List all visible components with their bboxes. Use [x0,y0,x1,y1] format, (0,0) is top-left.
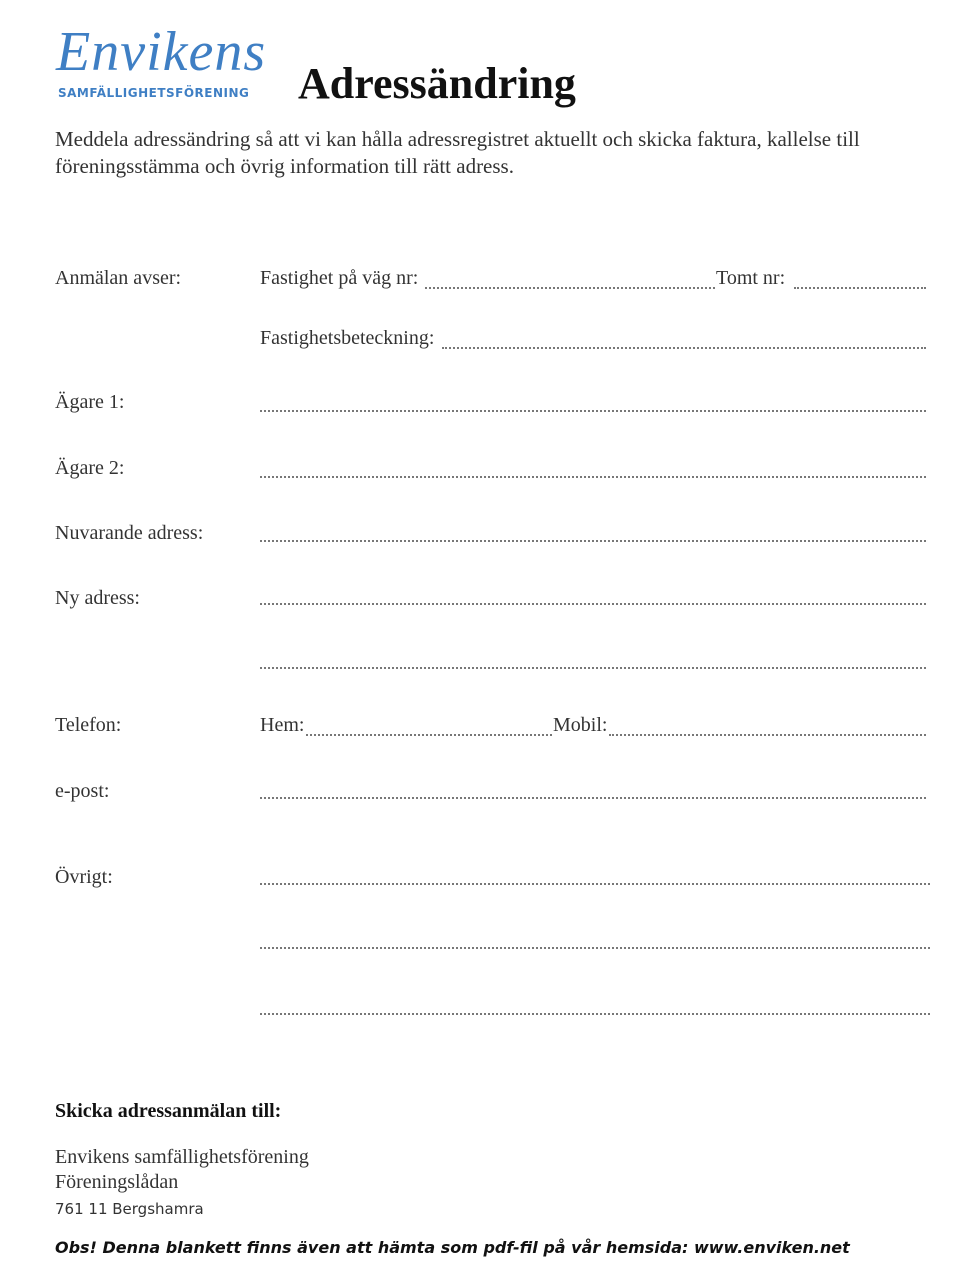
ny-adress-field-2[interactable] [260,667,926,669]
mobil-phone-field[interactable] [609,734,926,736]
ny-adress-label: Ny adress: [55,587,140,609]
agare2-label: Ägare 2: [55,457,125,479]
association-logo [56,16,267,106]
address-line-3: 761 11 Bergshamra [55,1200,204,1218]
send-heading: Skicka adressanmälan till: [55,1100,282,1122]
page-title: Adressändring [298,59,576,108]
fastighet-label: Fastighet på väg nr: [260,267,419,289]
logo-wordmark: Envikens [56,21,267,83]
ovrigt-field-3[interactable] [260,1013,930,1015]
nuvarande-label: Nuvarande adress: [55,522,204,544]
anmalan-label: Anmälan avser: [55,267,182,289]
hem-phone-field[interactable] [306,734,552,736]
hem-label: Hem: [260,714,305,736]
agare1-field[interactable] [260,410,926,412]
footer-note: Obs! Denna blankett finns även att hämta som pdf-fil på vår hemsida: www.enviken.net [55,1238,850,1257]
mobil-label: Mobil: [553,714,608,736]
agare2-field[interactable] [260,476,926,478]
ovrigt-label: Övrigt: [55,866,113,888]
logo-subtitle: SAMFÄLLIGHETSFÖRENING [58,86,250,100]
epost-label: e-post: [55,780,110,802]
ny-adress-field-1[interactable] [260,603,926,605]
beteckning-field[interactable] [442,347,926,349]
fastighet-field[interactable] [425,287,715,289]
beteckning-label: Fastighetsbeteckning: [260,327,435,349]
agare1-label: Ägare 1: [55,391,125,413]
address-line-2: Föreningslådan [55,1171,179,1193]
tomt-label: Tomt nr: [716,267,786,289]
telefon-label: Telefon: [55,714,122,736]
ovrigt-field-1[interactable] [260,883,930,885]
nuvarande-field[interactable] [260,540,926,542]
tomt-field[interactable] [794,287,926,289]
epost-field[interactable] [260,797,926,799]
intro-text: Meddela adressändring så att vi kan hålla adressregistret aktuellt och skicka faktura, kallelse till föreningsstämma och övrig information till rätt adress. [55,127,860,178]
address-line-1: Envikens samfällighetsförening [55,1146,309,1168]
ovrigt-field-2[interactable] [260,947,930,949]
